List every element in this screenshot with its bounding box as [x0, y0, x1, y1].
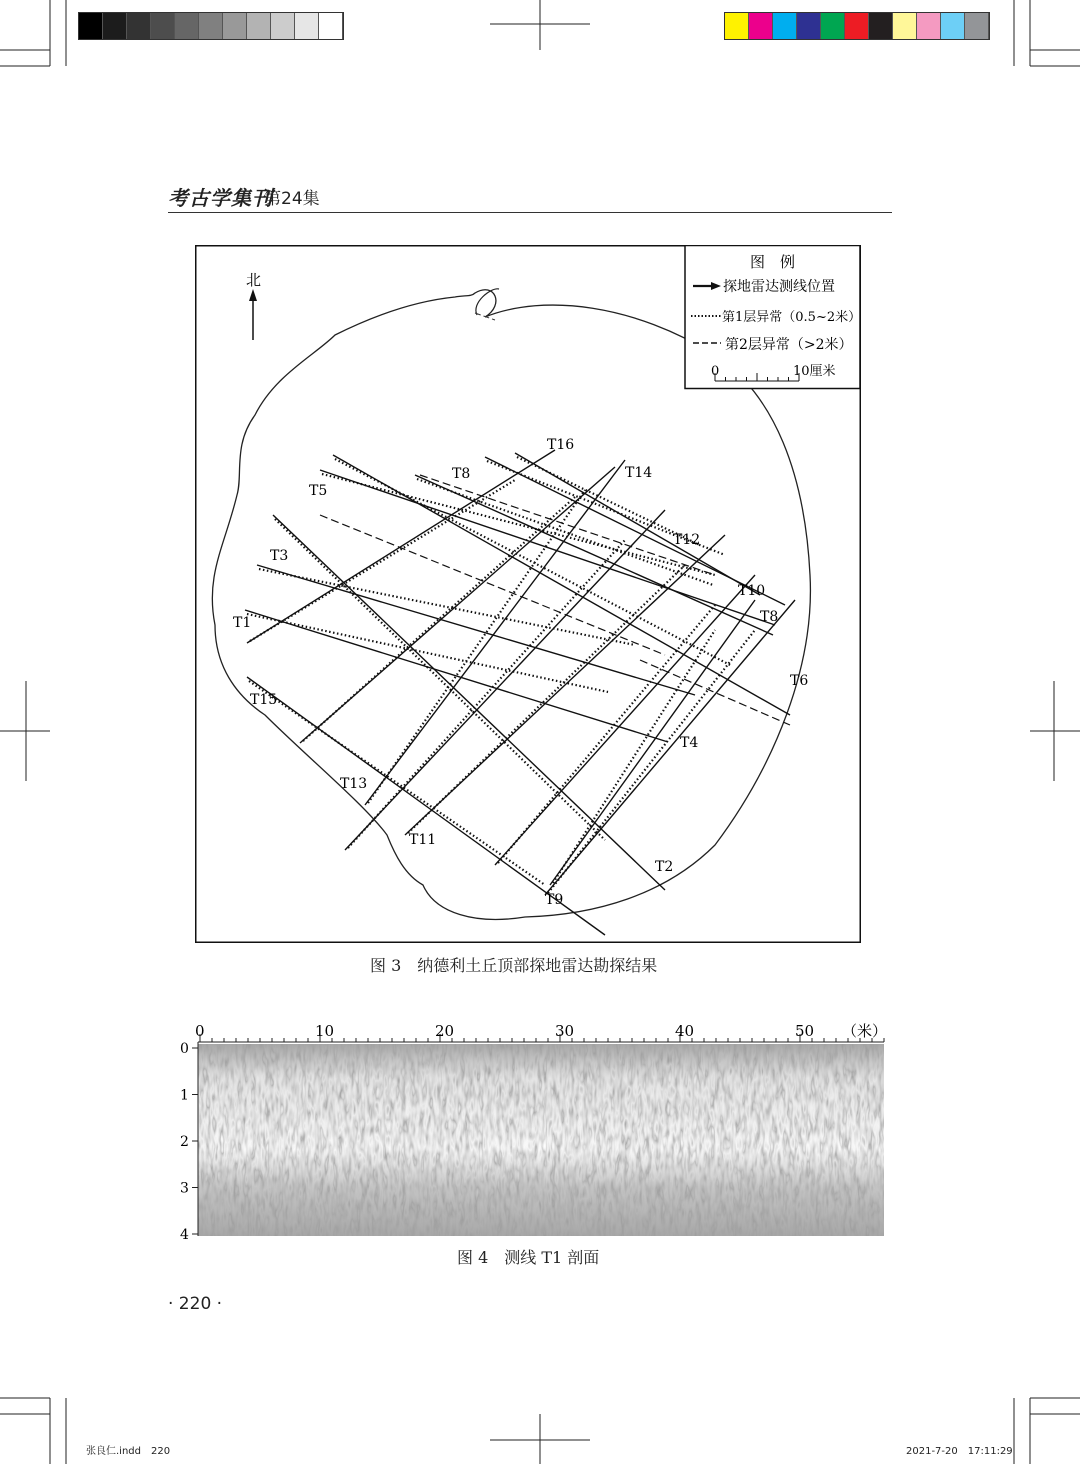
line-label-t8: T8: [452, 466, 471, 482]
line-label-t10: T10: [738, 583, 766, 599]
line-label-t12: T12: [673, 532, 701, 548]
y-tick-label: 2: [180, 1134, 189, 1150]
legend-title: 图 例: [750, 253, 796, 271]
color-swatch-4: [821, 13, 845, 39]
scale-end: 10厘米: [793, 364, 836, 379]
legend-item-layer1: 第1层异常（0.5~2米）: [722, 310, 861, 325]
legend-item-layer2: 第2层异常（>2米）: [725, 337, 853, 353]
color-swatch-1: [749, 13, 773, 39]
color-swatch-2: [773, 13, 797, 39]
gray-swatch-5: [199, 13, 223, 39]
line-label-t16: T16: [547, 437, 575, 453]
gray-swatch-8: [271, 13, 295, 39]
color-swatch-7: [893, 13, 917, 39]
color-swatch-10: [965, 13, 989, 39]
legend: [685, 246, 861, 389]
x-tick-label: 20: [435, 1022, 455, 1040]
color-swatch-0: [725, 13, 749, 39]
x-axis-labels: [195, 1022, 814, 1040]
y-tick-label: 1: [180, 1087, 189, 1104]
line-label-t3: T3: [270, 548, 289, 564]
gray-swatch-10: [319, 13, 343, 39]
line-label-t14: T14: [625, 465, 653, 481]
legend-item-survey-line: 探地雷达测线位置: [723, 279, 835, 295]
x-tick-label: 40: [675, 1022, 695, 1040]
page-number: · 220 ·: [168, 1294, 223, 1314]
color-swatch-3: [797, 13, 821, 39]
volume-label: 第24集: [264, 189, 320, 209]
x-tick-label: 10: [315, 1022, 335, 1040]
line-label-t13: T13: [340, 776, 368, 792]
figure-4-gpr-profile: [170, 1018, 892, 1240]
gray-swatch-4: [175, 13, 199, 39]
line-label-t4: T4: [680, 735, 699, 751]
color-calibration-bar: [724, 12, 990, 40]
gray-calibration-bar: [78, 12, 344, 40]
line-label-t9: T9: [545, 892, 564, 908]
gray-swatch-7: [247, 13, 271, 39]
y-tick-label: 0: [180, 1041, 189, 1057]
line-label-t6: T6: [790, 673, 809, 689]
y-tick-label: 4: [180, 1227, 189, 1240]
color-swatch-9: [941, 13, 965, 39]
line-label-t5: T5: [309, 483, 328, 499]
color-swatch-8: [917, 13, 941, 39]
gray-swatch-0: [79, 13, 103, 39]
running-header: [168, 182, 892, 213]
gray-swatch-6: [223, 13, 247, 39]
gray-swatch-3: [151, 13, 175, 39]
x-tick-label: 30: [555, 1022, 575, 1040]
y-axis-labels: [180, 1041, 198, 1240]
line-label-t11: T11: [409, 832, 437, 848]
color-swatch-5: [845, 13, 869, 39]
x-tick-label: 50: [795, 1022, 815, 1040]
line-label-t1: T1: [233, 615, 252, 631]
x-axis-unit: （米）: [842, 1022, 888, 1040]
footer-filename: 张良仁.indd 220: [86, 1446, 171, 1457]
y-tick-label: 3: [180, 1180, 189, 1197]
north-label: 北: [246, 271, 262, 289]
x-axis-ticks: [200, 1034, 884, 1042]
gray-swatch-9: [295, 13, 319, 39]
line-label-t8: T8: [760, 609, 779, 625]
line-label-t15: T15: [250, 692, 278, 708]
line-label-t2: T2: [655, 859, 674, 875]
color-swatch-6: [869, 13, 893, 39]
gray-swatch-2: [127, 13, 151, 39]
figure-4-caption: 图 4 测线 T1 剖面: [457, 1248, 600, 1267]
figure-3-caption: 图 3 纳德利土丘顶部探地雷达勘探结果: [370, 956, 658, 975]
footer-timestamp: 2021-7-20 17:11:29: [906, 1446, 1013, 1457]
figure-3-gpr-survey-map: [195, 245, 861, 943]
x-tick-label: 0: [195, 1022, 205, 1040]
gray-swatch-1: [103, 13, 127, 39]
journal-logo: 考古学集刊: [168, 186, 273, 210]
scale-start: 0: [711, 364, 720, 379]
